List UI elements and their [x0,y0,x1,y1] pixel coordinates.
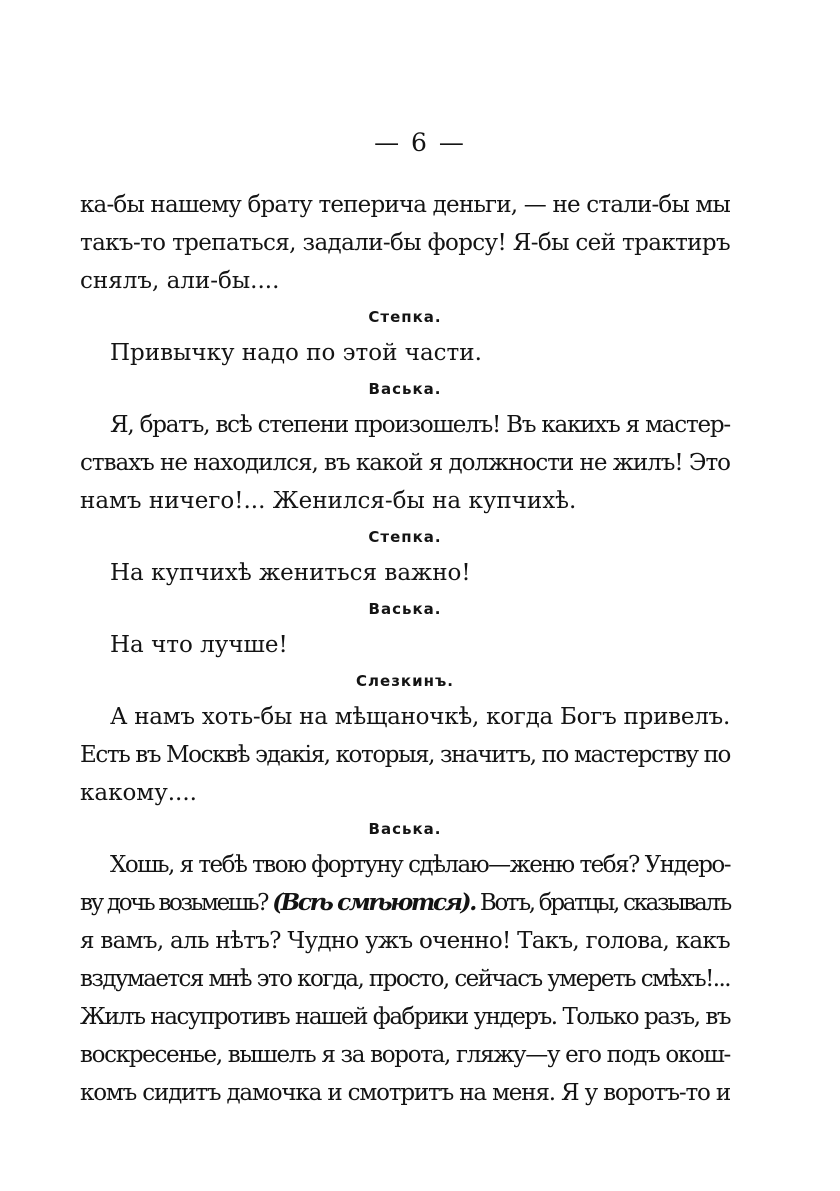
text-line: ка-бы нашему брату теперича деньги, — не стали-бы мы [80,192,730,218]
text-line: снялъ, али-бы.... [80,268,280,294]
text-line: ствахъ не находился, въ какой я должности не жилъ! Это [80,450,730,476]
text-fragment: Вотъ, братцы, сказывалъ [474,890,730,916]
text-line: Хошь, я тебѣ твою фортуну сдѣлаю—женю тебя? Ундеро- [110,852,730,878]
text-line: Я, братъ, всѣ степени произошелъ! Въ какихъ я мастер- [110,412,730,438]
speaker-name: Степка. [368,528,442,546]
speaker-name: Слезкинъ. [356,672,454,690]
text-line: Жилъ насупротивъ нашей фабрики ундеръ. Только разъ, въ [80,1004,730,1030]
text-line: А намъ хоть-бы на мѣщаночкѣ, когда Богъ привелъ. [110,704,730,730]
text-line: намъ ничего!... Женился-бы на купчихѣ. [80,488,577,514]
speaker-name: Васька. [368,600,442,618]
text-line: комъ сидитъ дамочка и смотритъ на меня. Я у воротъ-то и [80,1080,730,1106]
speaker-name: Васька. [368,380,442,398]
text-line: вздумается мнѣ это когда, просто, сейчасъ умереть смѣхъ!... [80,966,730,992]
text-line: На купчихѣ жениться важно! [110,560,471,586]
text-line: Привычку надо по этой части. [110,340,482,366]
page-number: — 6 — [374,128,466,157]
page-text [80,186,730,1112]
text-line: Есть въ Москвѣ эдакія, которыя, значитъ, по мастерству по [80,742,730,768]
text-line: На что лучше! [110,632,288,658]
text-line: такъ-то трепаться, задали-бы форсу! Я-бы сей трактиръ [80,230,730,256]
speaker-name: Степка. [368,308,442,326]
text-line: я вамъ, аль нѣтъ? Чудно ужъ оченно! Такъ, голова, какъ [80,928,730,954]
speaker-name: Васька. [368,820,442,838]
text-line [80,884,730,922]
text-line: какому.... [80,780,197,806]
text-fragment: ву дочь возьмешь? [80,890,273,916]
stage-direction: (Всѣ смѣются). [272,889,475,916]
text-line: воскресенье, вышелъ я за ворота, гляжу—у его подъ окош- [80,1042,730,1068]
